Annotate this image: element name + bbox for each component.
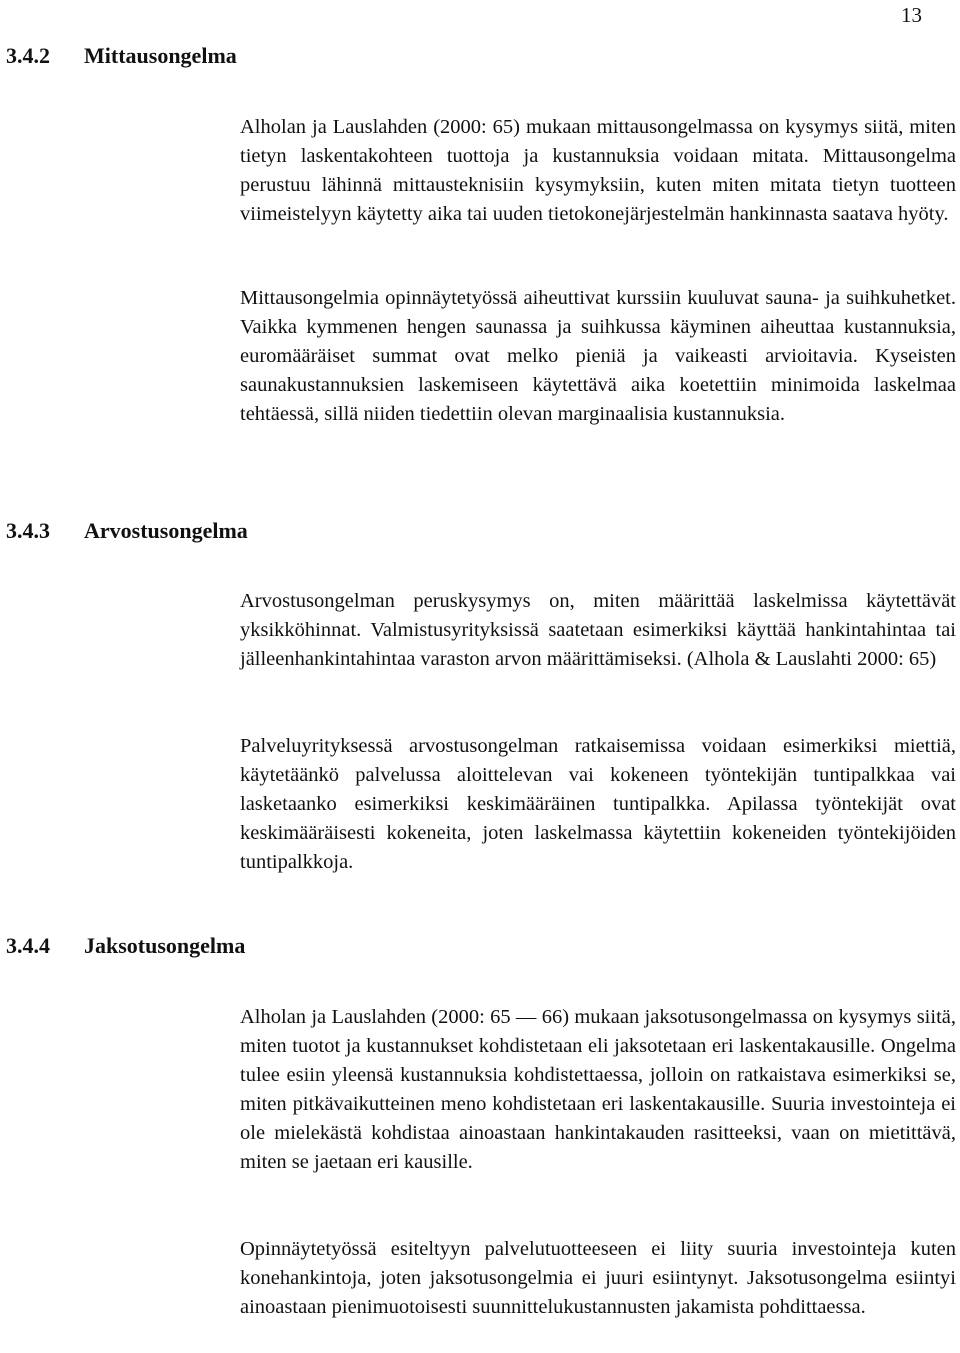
page-number: 13 xyxy=(901,3,922,27)
paragraph: Palveluyrityksessä arvostusongelman ratkaisemissa voidaan esimerkiksi miettiä, käytetäänkö palvelussa aloittelevan vai kokeneen työntekijän tuntipalkkaa vai lasketaanko esimerkiksi keskimääräinen tuntipalkka. Apilassa työntekijät ovat keskimääräisesti kokeneita, joten laskelmassa käytettiin kokeneiden työntekijöiden tuntipalkkoja. xyxy=(240,735,956,873)
paragraph: Mittausongelmia opinnäytetyössä aiheuttivat kurssiin kuuluvat sauna- ja suihkuhetket. Vaikka kymmenen hengen saunassa ja suihkussa käyminen aiheuttaa kustannuksia, euromääräiset summat ovat melko pieniä ja vaikeasti arvioitavia. Kyseisten saunakustannuksien laskemiseen käytettävä aika koetettiin minimoida laskelmaa tehtäessä, sillä niiden tiedettiin olevan marginaalisia kustannuksia. xyxy=(240,287,956,425)
section-title: Mittausongelma xyxy=(84,43,237,68)
paragraph: Alholan ja Lauslahden (2000: 65 — 66) mukaan jaksotusongelmassa on kysymys siitä, miten tuotot ja kustannukset kohdistetaan eli jaksotetaan eri laskentakausille. Ongelma tulee esiin yleensä kustannuksia kohdistettaessa, jolloin on ratkaistava esimerkiksi se, miten pitkävaikutteinen meno kohdistetaan eri laskentakausille. Suuria investointeja ei ole mielekästä kohdistaa ainoastaan hankintakauden rasitteeksi, vaan on mietittävä, miten se jaetaan eri kausille. xyxy=(240,1006,956,1173)
paragraph: Opinnäytetyössä esiteltyyn palvelutuotteeseen ei liity suuria investointeja kuten konehankintoja, joten jaksotusongelmia ei juuri esiintynyt. Jaksotusongelma esiintyi ainoastaan pienimuotoisesti suunnittelukustannusten jakamista pohdittaessa. xyxy=(240,1238,956,1318)
section-number: 3.4.2 xyxy=(6,43,50,68)
section-heading-3-4-3 xyxy=(6,517,248,545)
section-heading-3-4-2 xyxy=(6,42,237,70)
section-title: Jaksotusongelma xyxy=(84,933,246,958)
section-title: Arvostusongelma xyxy=(84,518,248,543)
section-number: 3.4.3 xyxy=(6,518,50,543)
section-heading-3-4-4 xyxy=(6,932,245,960)
paragraph: Alholan ja Lauslahden (2000: 65) mukaan mittausongelmassa on kysymys siitä, miten tietyn laskentakohteen tuottoja ja kustannuksia voidaan mitata. Mittausongelma perustuu lähinnä mittausteknisiin kysymyksiin, kuten miten mitata tietyn tuotteen viimeistelyyn käytetty aika tai uuden tietokonejärjestelmän hankinnasta saatava hyöty. xyxy=(240,116,956,225)
paragraph: Arvostusongelman peruskysymys on, miten määrittää laskelmissa käytettävät yksikköhinnat. Valmistusyrityksissä saatetaan esimerkiksi käyttää hankintahintaa tai jälleenhankintahintaa varaston arvon määrittämiseksi. (Alhola & Lauslahti 2000: 65) xyxy=(240,590,956,670)
section-number: 3.4.4 xyxy=(6,933,50,958)
